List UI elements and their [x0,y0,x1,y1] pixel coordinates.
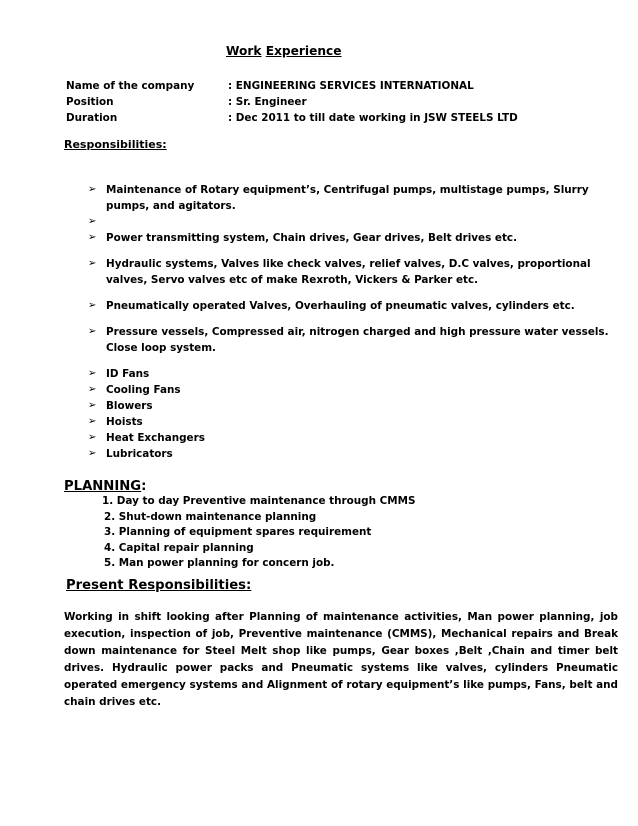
list-item [88,230,618,246]
present-responsibilities-paragraph: Working in shift looking after Planning of maintenance activities, Man power planning, job execution, inspection of job, Preventive maintenance (CMMS), Mechanical repairs and Break down maintenance for Steel Melt shop like pumps, Gear boxes ,Belt ,Chain and timer belt drives. Hydraulic power packs and Pneumatic systems like valves, cylinders Pneumatic operated emergency systems and Alignment of rotary equipment’s like pumps, Fans, belt and chain drives etc. [64,611,618,708]
arrow-bullet-icon: ➢ [88,416,97,427]
info-row-duration [66,112,586,128]
arrow-bullet-icon: ➢ [88,232,97,243]
list-item-text: Pressure vessels, Compressed air, nitrogen charged and high pressure water vessels. Close loop system. [106,326,609,354]
arrow-bullet-icon: ➢ [88,326,97,337]
list-item-text: Hoists [106,416,143,428]
list-item [88,446,618,462]
list-item-text: Heat Exchangers [106,432,205,444]
arrow-bullet-icon: ➢ [88,184,97,195]
title-word-work: Work [226,44,262,58]
planning-item: 1. Day to day Preventive maintenance through CMMS [102,495,416,507]
planning-heading-colon: : [141,479,147,494]
arrow-bullet-icon: ➢ [88,368,97,379]
list-item [88,382,618,398]
planning-heading [64,479,146,494]
info-value: : ENGINEERING SERVICES INTERNATIONAL [228,80,474,92]
arrow-bullet-icon: ➢ [88,384,97,395]
list-item [88,430,618,446]
planning-heading-text: PLANNING [64,479,142,494]
planning-item: 4. Capital repair planning [104,541,254,554]
title-word-experience: Experience [265,44,342,58]
planning-item: 2. Shut-down maintenance planning [104,510,317,523]
arrow-bullet-icon: ➢ [88,400,97,411]
list-item-text: Pneumatically operated Valves, Overhauling of pneumatic valves, cylinders etc. [106,300,575,312]
info-row-position [66,96,586,112]
present-responsibilities-heading: Present Responsibilities: [66,578,252,593]
planning-list [104,494,415,572]
list-item [88,414,618,430]
responsibilities-list [88,182,618,462]
list-item-text: Blowers [106,400,153,412]
arrow-bullet-icon: ➢ [88,258,97,269]
list-item-text: Lubricators [106,448,173,460]
list-item-text: Hydraulic systems, Valves like check valves, relief valves, D.C valves, proportional valves, Servo valves etc of make Rexroth, Vickers & Parker etc. [106,258,591,286]
info-label: Position [66,96,114,108]
planning-item: 5. Man power planning for concern job. [104,557,335,569]
list-item [88,366,618,382]
info-row-company [66,80,586,96]
responsibilities-heading: Responsibilities: [64,138,167,151]
list-item [88,298,618,314]
planning-item: 3. Planning of equipment spares requirement [104,526,372,538]
list-item-text: ID Fans [106,368,150,380]
list-item-text: Maintenance of Rotary equipment’s, Centrifugal pumps, multistage pumps, Slurry pumps, and agitators. [106,184,589,212]
list-item [88,214,618,230]
list-item [88,256,618,288]
list-item-text: Cooling Fans [106,384,181,396]
info-label: Name of the company [66,80,195,92]
arrow-bullet-icon: ➢ [88,448,97,459]
list-item [88,324,618,356]
list-item-text: Power transmitting system, Chain drives, Gear drives, Belt drives etc. [106,232,518,244]
arrow-bullet-icon: ➢ [88,216,97,227]
info-value: : Dec 2011 to till date working in JSW STEELS LTD [228,112,518,124]
list-item [88,398,618,414]
info-label: Duration [66,112,118,124]
list-item [88,182,618,214]
section-title [226,44,342,58]
arrow-bullet-icon: ➢ [88,300,97,311]
arrow-bullet-icon: ➢ [88,432,97,443]
info-value: : Sr. Engineer [228,96,307,108]
